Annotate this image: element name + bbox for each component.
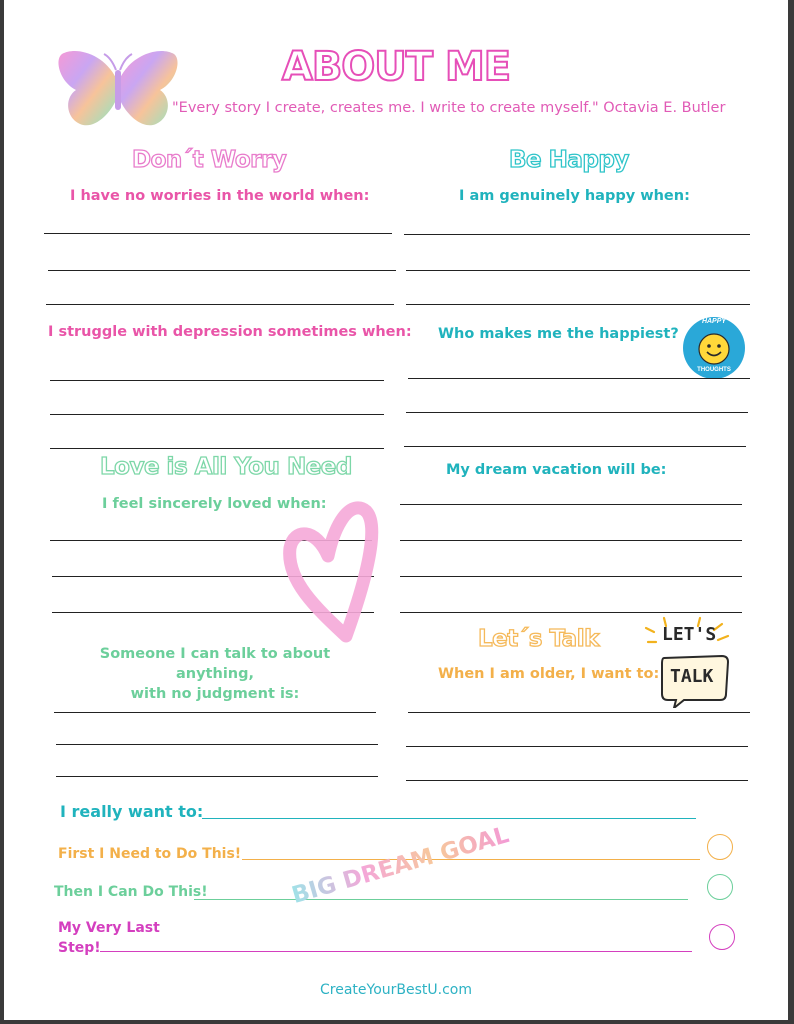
answer-line[interactable] [400, 612, 742, 613]
answer-line[interactable] [50, 380, 384, 381]
answer-line[interactable] [56, 744, 378, 745]
prompt-loved: I feel sincerely loved when: [102, 496, 327, 512]
worksheet-page [4, 0, 788, 1020]
answer-line[interactable] [408, 712, 750, 713]
goal-then-checkbox[interactable] [707, 874, 733, 900]
goal-last-checkbox[interactable] [709, 924, 735, 950]
prompt-dream-vacation: My dream vacation will be: [446, 462, 667, 478]
goal-first-checkbox[interactable] [707, 834, 733, 860]
sticker-lets: LET'S [662, 624, 717, 645]
answer-line[interactable] [406, 780, 748, 781]
goal-really-want-line[interactable] [202, 818, 696, 819]
section-lets-talk: Let´s Talk [478, 626, 599, 652]
answer-line[interactable] [400, 504, 742, 505]
answer-line[interactable] [50, 414, 384, 415]
answer-line[interactable] [406, 412, 748, 413]
goal-last-line[interactable] [100, 951, 692, 952]
sticker-text-bottom: THOUGHTS [697, 367, 731, 373]
goal-last-label [58, 918, 160, 958]
answer-line[interactable] [404, 446, 746, 447]
answer-line[interactable] [56, 776, 378, 777]
quote: "Every story I create, creates me. I write to create myself." Octavia E. Butler [172, 100, 726, 116]
answer-line[interactable] [46, 304, 394, 305]
goal-last-line2: Step! [58, 940, 101, 956]
prompt-no-worries: I have no worries in the world when: [70, 188, 370, 204]
answer-line[interactable] [406, 746, 748, 747]
goal-really-want-label: I really want to: [60, 802, 204, 821]
prompt-happiest: Who makes me the happiest? [438, 326, 679, 342]
answer-line[interactable] [400, 576, 742, 577]
big-dream-goal-watermark [289, 822, 512, 909]
goal-then-line[interactable] [194, 899, 688, 900]
answer-line[interactable] [50, 448, 384, 449]
sticker-talk: TALK [670, 666, 714, 687]
answer-line[interactable] [400, 540, 742, 541]
answer-line[interactable] [54, 712, 376, 713]
prompt-struggle: I struggle with depression sometimes when: [48, 324, 412, 340]
big-dream-goal-text: BIG DREAM GOAL [289, 822, 512, 909]
answer-line[interactable] [48, 270, 396, 271]
page-title: ABOUT ME [281, 44, 511, 90]
heart-icon [276, 498, 384, 644]
footer-website: CreateYourBestU.com [319, 982, 472, 998]
section-love: Love is All You Need [100, 454, 352, 480]
section-be-happy: Be Happy [509, 147, 629, 173]
answer-line[interactable] [44, 233, 392, 234]
goal-first-line[interactable] [242, 859, 700, 860]
sticker-text-top: HAPPY [701, 318, 727, 325]
goal-then-label: Then I Can Do This! [54, 884, 208, 900]
prompt-older: When I am older, I want to: [438, 666, 660, 682]
answer-line[interactable] [406, 270, 750, 271]
section-dont-worry: Don´t Worry [132, 147, 287, 173]
prompt-genuinely-happy: I am genuinely happy when: [459, 188, 690, 204]
lets-talk-sticker [644, 614, 740, 708]
prompt-talk [60, 644, 370, 704]
answer-line[interactable] [404, 234, 750, 235]
goal-first-label: First I Need to Do This! [58, 846, 242, 862]
prompt-talk-line2: with no judgment is: [130, 686, 300, 702]
answer-line[interactable] [406, 304, 750, 305]
prompt-talk-line1: Someone I can talk to about anything, [99, 646, 331, 682]
happy-thoughts-sticker [682, 316, 746, 380]
answer-line[interactable] [408, 378, 750, 379]
goal-last-line1: My Very Last [58, 920, 160, 936]
